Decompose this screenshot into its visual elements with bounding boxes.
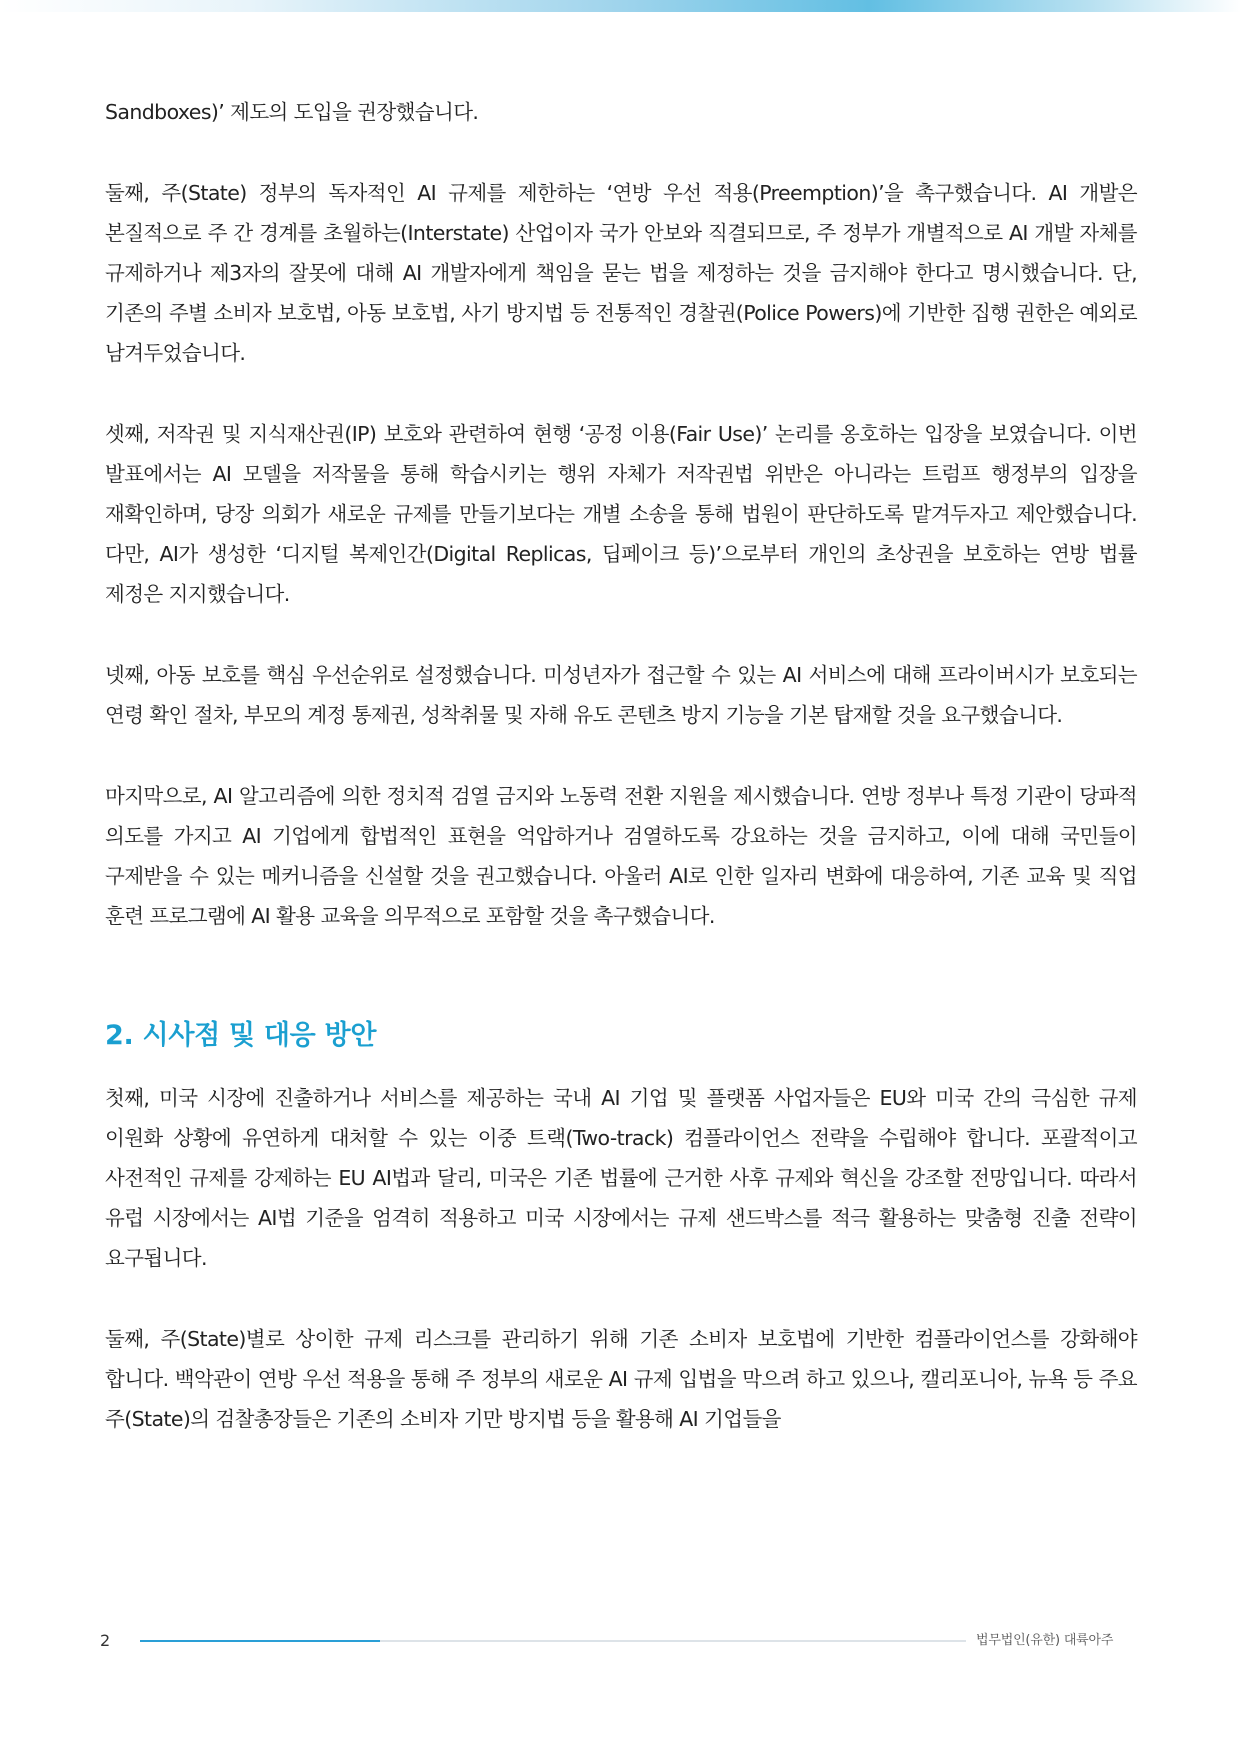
paragraph-continuation: Sandboxes)’ 제도의 도입을 권장했습니다. <box>105 100 479 124</box>
section-heading: 2. 시사점 및 대응 방안 <box>105 1020 377 1051</box>
document-body <box>105 92 1137 1480</box>
paragraph-third-copyright: 셋째, 저작권 및 지식재산권(IP) 보호와 관련하여 현행 ‘공정 이용(Fair Use)’ 논리를 옹호하는 입장을 보였습니다. 이번 발표에서는 AI 모델을 저작물을 통해 학습시키는 행위 자체가 저작권법 위반은 아니라는 트럼프 행정부의 입장을 재확인하며, 당장 의회가 새로운 규제를 만들기보다는 개별 소송을 통해 법원이 판단하도록 맡겨두자고 제안했습니다. 다만, AI가 생성한 ‘디지털 복제인간(Digital Replicas, 딥페이크 등)’으로부터 개인의 초상권을 보호하는 연방 법률 제정은 지지했습니다. <box>105 422 1137 606</box>
paragraph-last-censorship: 마지막으로, AI 알고리즘에 의한 정치적 검열 금지와 노동력 전환 지원을 제시했습니다. 연방 정부나 특정 기관이 당파적 의도를 가지고 AI 기업에게 합법적인 표현을 억압하거나 검열하도록 강요하는 것을 금지하고, 이에 대해 국민들이 구제받을 수 있는 메커니즘을 신설할 것을 권고했습니다. 아울러 AI로 인한 일자리 변화에 대응하여, 기존 교육 및 직업 훈련 프로그램에 AI 활용 교육을 의무적으로 포함할 것을 촉구했습니다. <box>105 784 1137 928</box>
top-gradient-bar <box>0 0 1241 12</box>
paragraph-fourth-child-protection: 넷째, 아동 보호를 핵심 우선순위로 설정했습니다. 미성년자가 접근할 수 있는 AI 서비스에 대해 프라이버시가 보호되는 연령 확인 절차, 부모의 계정 통제권, 성착취물 및 자해 유도 콘텐츠 방지 기능을 기본 탑재할 것을 요구했습니다. <box>105 663 1137 727</box>
footer-divider-accent <box>140 1640 380 1642</box>
paragraph-implication-second: 둘째, 주(State)별로 상이한 규제 리스크를 관리하기 위해 기존 소비자 보호법에 기반한 컴플라이언스를 강화해야 합니다. 백악관이 연방 우선 적용을 통해 주 정부의 새로운 AI 규제 입법을 막으려 하고 있으나, 캘리포니아, 뉴욕 등 주요 주(State)의 검찰총장들은 기존의 소비자 기만 방지법 등을 활용해 AI 기업들을 <box>105 1327 1137 1431</box>
firm-name: 법무법인(유한) 대륙아주 <box>976 1633 1114 1648</box>
paragraph-implication-first: 첫째, 미국 시장에 진출하거나 서비스를 제공하는 국내 AI 기업 및 플랫폼 사업자들은 EU와 미국 간의 극심한 규제 이원화 상황에 유연하게 대처할 수 있는 이중 트랙(Two-track) 컴플라이언스 전략을 수립해야 합니다. 포괄적이고 사전적인 규제를 강제하는 EU AI법과 달리, 미국은 기존 법률에 근거한 사후 규제와 혁신을 강조할 전망입니다. 따라서 유럽 시장에서는 AI법 기준을 엄격히 적용하고 미국 시장에서는 규제 샌드박스를 적극 활용하는 맞춤형 진출 전략이 요구됩니다. <box>105 1086 1137 1270</box>
page-number: 2 <box>100 1631 111 1650</box>
paragraph-second-preemption: 둘째, 주(State) 정부의 독자적인 AI 규제를 제한하는 ‘연방 우선 적용(Preemption)’을 촉구했습니다. AI 개발은 본질적으로 주 간 경계를 초월하는(Interstate) 산업이자 국가 안보와 직결되므로, 주 정부가 개별적으로 AI 개발 자체를 규제하거나 제3자의 잘못에 대해 AI 개발자에게 책임을 묻는 법을 제정하는 것을 금지해야 한다고 명시했습니다. 단, 기존의 주별 소비자 보호법, 아동 보호법, 사기 방지법 등 전통적인 경찰권(Police Powers)에 기반한 집행 권한은 예외로 남겨두었습니다. <box>105 181 1137 365</box>
page-footer <box>0 1626 1241 1656</box>
